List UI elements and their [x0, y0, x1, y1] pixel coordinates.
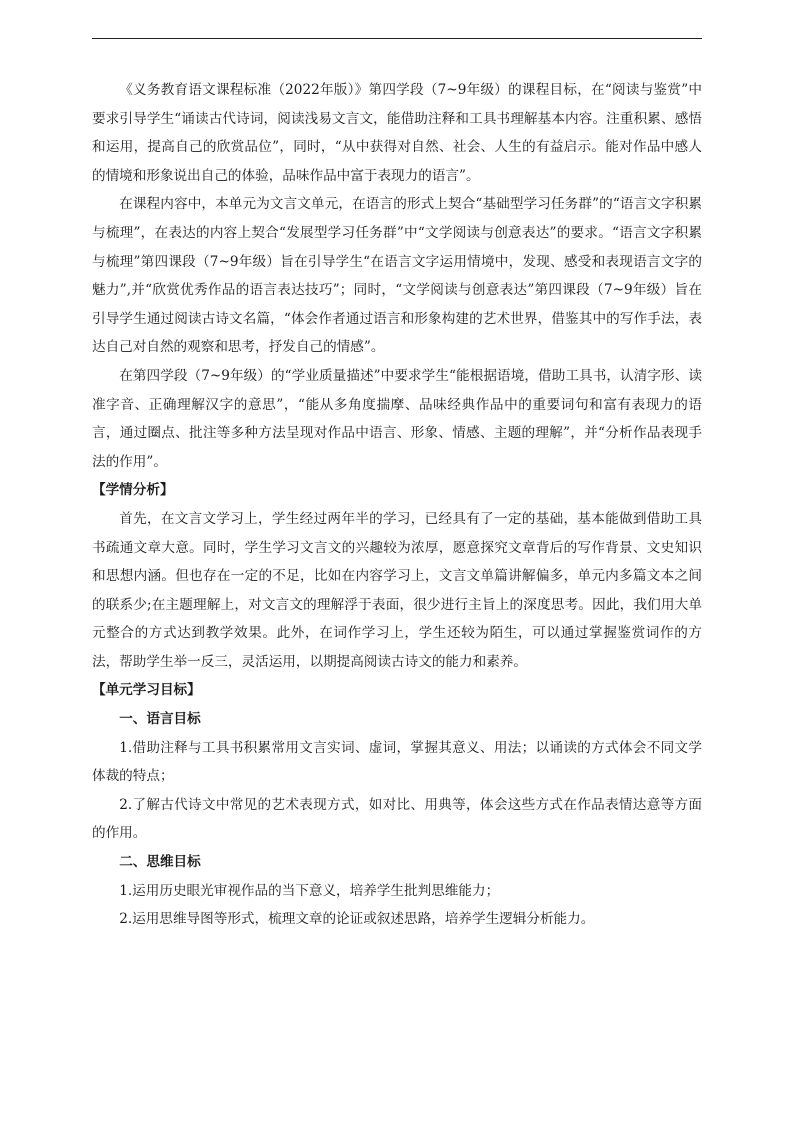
thinking-goal-1: 1.运用历史眼光审视作品的当下意义，培养学生批判思维能力；	[119, 882, 500, 899]
language-goal-1: 1.借助注释与工具书积累常用文言实词、虚词，掌握其意义、用法；以诵读的方式体会不同文学体裁的特点；	[92, 739, 702, 785]
section-heading-student-analysis: 【学情分析】	[92, 482, 174, 499]
thinking-goal-2: 2.运用思维导图等形式，梳理文章的论证或叙述思路，培养学生逻辑分析能力。	[119, 911, 595, 928]
language-goal-2: 2.了解古代诗文中常见的艺术表现方式，如对比、用典等，体会这些方式在作品表情达意等方面的作用。	[92, 796, 702, 842]
student-analysis-paragraph: 首先，在文言文学习上，学生经过两年半的学习，已经具有了一定的基础，基本能做到借助工具书疏通文章大意。同时，学生学习文言文的兴趣较为浓厚，愿意探究文章背后的写作背景、文史知识和思想内涵。但也存在一定的不足，比如在内容学习上，文言文单篇讲解偏多，单元内多篇文本之间的联系少;在主题理解上，对文言文的理解浮于表面，很少进行主旨上的深度思考。因此，我们用大单元整合的方式达到教学效果。此外，在词作学习上，学生还较为陌生，可以通过掌握鉴赏词作的方法，帮助学生举一反三，灵活运用，以期提高阅读古诗文的能力和素养。	[92, 510, 702, 670]
section-heading-unit-goals: 【单元学习目标】	[92, 682, 201, 699]
subheading-thinking-goals: 二、思维目标	[119, 854, 201, 871]
intro-paragraph-3: 在第四学段（7~9年级）的“学业质量描述”中要求学生“能根据语境，借助工具书，认清字形、读准字音、正确理解汉字的意思”，“能从多角度揣摩、品味经典作品中的重要词句和富有表现力的语言，通过圈点、批注等多种方法呈现对作品中语言、形象、情感、主题的理解”，并“分析作品表现手法的作用”。	[92, 367, 702, 470]
document-body	[92, 76, 702, 934]
subheading-language-goals: 一、语言目标	[119, 711, 201, 728]
header-rule	[92, 38, 702, 39]
intro-paragraph-1: 《义务教育语文课程标准（2022年版）》第四学段（7~9年级）的课程目标，在“阅读与鉴赏”中要求引导学生“诵读古代诗词，阅读浅易文言文，能借助注释和工具书理解基本内容。注重积累、感悟和运用，提高自己的欣赏品位”，同时，“从中获得对自然、社会、人生的有益启示。能对作品中感人的情境和形象说出自己的体验，品味作品中富于表现力的语言”。	[92, 82, 702, 184]
intro-paragraph-2: 在课程内容中，本单元为文言文单元，在语言的形式上契合“基础型学习任务群”的“语言文字积累与梳理”，在表达的内容上契合“发展型学习任务群”中“文学阅读与创意表达”的要求。“语言文字积累与梳理”第四课段（7~9年级）旨在引导学生“在语言文字运用情境中，发现、感受和表现语言文字的魅力”,并“欣赏优秀作品的语言表达技巧”；同时，“文学阅读与创意表达”第四课段（7~9年级）旨在引导学生通过阅读古诗文名篇，“体会作者通过语言和形象构建的艺术世界，借鉴其中的写作手法，表达自己对自然的观察和思考，抒发自己的情感”。	[92, 196, 702, 356]
